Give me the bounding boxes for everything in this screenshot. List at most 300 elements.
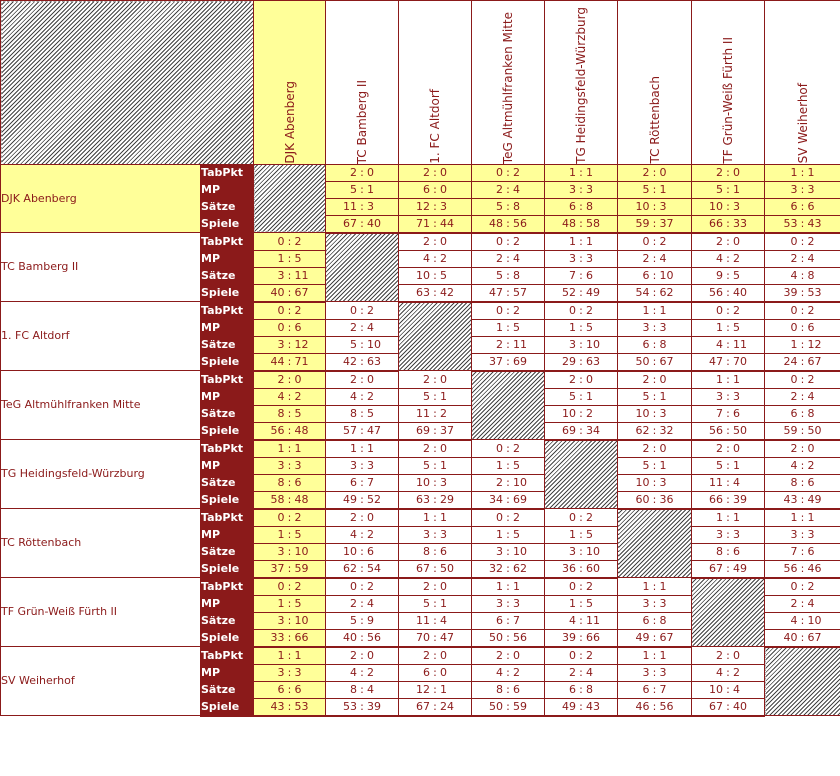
score-cell — [254, 578, 326, 596]
score-separator: : — [360, 527, 364, 541]
score-home: 3 — [790, 182, 798, 196]
score-home: 3 — [350, 458, 357, 472]
score-away: 1 — [733, 510, 740, 524]
score-away: 0 — [440, 372, 447, 386]
score-home: 1 — [642, 648, 650, 662]
score-cell — [765, 612, 840, 629]
score-away: 3 — [807, 527, 815, 541]
column-header-label: TC Röttenbach — [647, 76, 662, 164]
score-away: 4 — [807, 596, 815, 610]
score-away: 52 — [367, 492, 381, 506]
score-separator: : — [360, 648, 364, 662]
score-away: 4 — [513, 251, 520, 265]
score-home: 63 — [416, 285, 430, 299]
score-cell — [254, 422, 326, 440]
stat-label: TabPkt — [201, 302, 254, 320]
score-separator: : — [433, 458, 437, 472]
score-cell — [472, 164, 545, 181]
score-home: 2 — [496, 182, 503, 196]
score-separator: : — [433, 492, 437, 506]
score-cell — [692, 388, 765, 405]
column-header-team — [254, 1, 326, 165]
score-away: 29 — [440, 492, 454, 506]
score-separator: : — [800, 303, 805, 317]
score-home: 0 — [277, 303, 285, 317]
score-home: 2 — [423, 579, 430, 593]
score-separator: : — [287, 389, 292, 403]
score-away: 3 — [659, 596, 667, 610]
score-separator: : — [433, 423, 437, 437]
score-separator: : — [579, 406, 583, 420]
score-home: 5 — [496, 268, 503, 282]
score-away: 6 — [733, 406, 740, 420]
score-cell — [545, 578, 618, 596]
score-separator: : — [579, 389, 583, 403]
score-separator: : — [287, 630, 292, 644]
score-away: 10 — [367, 337, 381, 351]
score-separator: : — [726, 561, 730, 575]
score-separator: : — [579, 630, 583, 644]
score-home: 59 — [783, 423, 798, 437]
score-away: 2 — [367, 389, 374, 403]
score-home: 48 — [489, 216, 503, 230]
score-away: 0 — [733, 234, 740, 248]
score-home: 3 — [277, 665, 285, 679]
stat-label: Spiele — [201, 491, 254, 509]
score-cell — [399, 233, 472, 251]
score-cell — [692, 440, 765, 458]
score-away: 0 — [367, 372, 374, 386]
score-separator: : — [360, 613, 364, 627]
score-away: 6 — [807, 475, 815, 489]
score-away: 47 — [367, 423, 381, 437]
stat-row — [1, 440, 840, 458]
score-cell — [399, 509, 472, 527]
score-away: 3 — [733, 389, 740, 403]
score-away: 37 — [440, 423, 454, 437]
score-away: 2 — [294, 389, 302, 403]
score-cell — [399, 595, 472, 612]
score-away: 1 — [733, 372, 740, 386]
score-home: 8 — [423, 544, 430, 558]
score-home: 0 — [716, 303, 723, 317]
score-away: 67 — [807, 354, 822, 368]
score-home: 5 — [569, 389, 576, 403]
score-separator: : — [506, 199, 510, 213]
score-cell — [472, 319, 545, 336]
score-home: 3 — [716, 389, 723, 403]
column-header-team — [618, 1, 692, 165]
score-separator: : — [287, 458, 292, 472]
score-cell — [326, 560, 399, 578]
score-separator: : — [433, 165, 437, 179]
score-cell — [399, 526, 472, 543]
score-cell — [618, 440, 692, 458]
score-separator: : — [800, 561, 805, 575]
score-away: 7 — [659, 682, 667, 696]
score-separator: : — [287, 544, 292, 558]
score-cell — [618, 371, 692, 389]
score-away: 5 — [586, 527, 593, 541]
score-home: 56 — [270, 423, 285, 437]
score-away: 47 — [440, 630, 454, 644]
score-separator: : — [506, 579, 510, 593]
score-away: 1 — [807, 165, 815, 179]
score-home: 3 — [642, 596, 650, 610]
score-cell — [545, 267, 618, 284]
score-away: 4 — [586, 665, 593, 679]
score-cell — [254, 474, 326, 491]
score-separator: : — [579, 199, 583, 213]
score-cell — [692, 233, 765, 251]
score-away: 48 — [294, 492, 309, 506]
score-cell — [618, 405, 692, 422]
score-away: 10 — [294, 613, 309, 627]
score-home: 0 — [350, 303, 357, 317]
score-separator: : — [433, 199, 437, 213]
score-separator: : — [287, 251, 292, 265]
score-away: 3 — [659, 665, 667, 679]
score-separator: : — [579, 510, 583, 524]
score-home: 4 — [350, 527, 357, 541]
score-away: 49 — [586, 285, 600, 299]
score-separator: : — [360, 665, 364, 679]
score-cell — [765, 457, 840, 474]
score-away: 8 — [659, 613, 667, 627]
score-home: 6 — [569, 682, 576, 696]
row-team-name: TeG Altmühlfranken Mitte — [1, 371, 201, 440]
score-separator: : — [433, 510, 437, 524]
score-separator: : — [287, 320, 292, 334]
score-cell — [692, 198, 765, 215]
score-home: 56 — [709, 285, 723, 299]
score-cell — [472, 612, 545, 629]
score-cell — [765, 267, 840, 284]
score-home: 1 — [716, 320, 723, 334]
score-home: 33 — [270, 630, 285, 644]
score-cell — [254, 405, 326, 422]
score-cell — [765, 353, 840, 371]
score-separator: : — [726, 303, 730, 317]
score-separator: : — [800, 510, 805, 524]
score-separator: : — [800, 337, 805, 351]
score-cell — [692, 215, 765, 233]
score-cell — [545, 215, 618, 233]
score-cell — [399, 491, 472, 509]
score-away: 12 — [294, 337, 309, 351]
score-away: 1 — [367, 441, 374, 455]
corner-hatch — [1, 1, 254, 165]
score-away: 53 — [807, 285, 822, 299]
score-separator: : — [360, 458, 364, 472]
row-team-name: DJK Abenberg — [1, 164, 201, 233]
stat-row — [1, 164, 840, 181]
score-home: 1 — [496, 579, 503, 593]
score-cell — [765, 233, 840, 251]
stat-label: MP — [201, 181, 254, 198]
score-cell — [692, 284, 765, 302]
score-cell — [399, 422, 472, 440]
score-separator: : — [652, 475, 657, 489]
score-home: 5 — [716, 182, 723, 196]
score-away: 6 — [586, 268, 593, 282]
score-cell — [254, 233, 326, 251]
score-cell — [326, 578, 399, 596]
score-separator: : — [579, 527, 583, 541]
score-away: 62 — [659, 285, 674, 299]
score-home: 8 — [790, 475, 798, 489]
score-cell — [618, 595, 692, 612]
score-away: 5 — [294, 596, 302, 610]
score-cell — [545, 526, 618, 543]
score-separator: : — [579, 579, 583, 593]
score-cell — [692, 422, 765, 440]
score-home: 4 — [716, 665, 723, 679]
score-home: 1 — [277, 251, 285, 265]
score-home: 6 — [423, 665, 430, 679]
score-home: 10 — [635, 406, 650, 420]
score-separator: : — [506, 596, 510, 610]
score-away: 57 — [513, 285, 527, 299]
score-away: 5 — [733, 320, 740, 334]
score-cell — [399, 647, 472, 665]
score-home: 4 — [569, 613, 576, 627]
score-cell — [254, 267, 326, 284]
score-home: 6 — [642, 613, 650, 627]
score-home: 10 — [343, 544, 357, 558]
score-cell — [692, 664, 765, 681]
score-separator: : — [652, 665, 657, 679]
score-away: 0 — [733, 648, 740, 662]
score-away: 3 — [367, 199, 374, 213]
score-separator: : — [506, 510, 510, 524]
score-away: 49 — [807, 492, 822, 506]
score-cell — [545, 284, 618, 302]
score-away: 5 — [586, 320, 593, 334]
score-home: 8 — [716, 544, 723, 558]
score-cell — [326, 405, 399, 422]
score-cell — [765, 543, 840, 560]
score-cell — [326, 319, 399, 336]
score-away: 2 — [733, 665, 740, 679]
score-separator: : — [287, 561, 292, 575]
score-cell — [618, 319, 692, 336]
score-away: 6 — [294, 682, 302, 696]
score-home: 4 — [350, 665, 357, 679]
score-home: 0 — [496, 510, 503, 524]
score-separator: : — [652, 182, 657, 196]
stat-row — [1, 302, 840, 320]
score-away: 2 — [807, 372, 815, 386]
score-away: 1 — [659, 303, 667, 317]
score-home: 5 — [716, 458, 723, 472]
score-away: 69 — [513, 492, 527, 506]
score-away: 0 — [367, 165, 374, 179]
score-separator: : — [360, 561, 364, 575]
score-cell — [399, 578, 472, 596]
score-home: 40 — [343, 630, 357, 644]
score-separator: : — [652, 699, 657, 713]
score-separator: : — [652, 579, 657, 593]
score-home: 0 — [642, 234, 650, 248]
score-separator: : — [579, 561, 583, 575]
score-cell — [254, 284, 326, 302]
score-cell — [472, 698, 545, 716]
score-cell — [692, 647, 765, 665]
score-away: 2 — [586, 579, 593, 593]
score-cell — [472, 267, 545, 284]
score-home: 3 — [496, 596, 503, 610]
score-separator: : — [433, 682, 437, 696]
score-home: 1 — [277, 648, 285, 662]
score-away: 1 — [440, 596, 447, 610]
score-away: 0 — [367, 648, 374, 662]
score-away: 2 — [807, 234, 815, 248]
score-separator: : — [726, 389, 730, 403]
score-home: 3 — [569, 337, 576, 351]
score-away: 2 — [807, 579, 815, 593]
score-separator: : — [506, 354, 510, 368]
score-separator: : — [652, 234, 657, 248]
score-away: 67 — [294, 285, 309, 299]
column-header-label: SV Weiherhof — [795, 83, 810, 164]
score-away: 71 — [294, 354, 309, 368]
score-cell — [692, 474, 765, 491]
score-cell — [545, 612, 618, 629]
score-cell — [399, 440, 472, 458]
score-separator: : — [726, 372, 730, 386]
score-cell — [254, 371, 326, 389]
score-separator: : — [360, 337, 364, 351]
column-header-team — [765, 1, 840, 165]
score-away: 3 — [733, 527, 740, 541]
score-away: 5 — [586, 596, 593, 610]
score-separator: : — [726, 320, 730, 334]
score-cell — [326, 698, 399, 716]
score-separator: : — [506, 561, 510, 575]
score-home: 11 — [709, 475, 723, 489]
stat-label: TabPkt — [201, 371, 254, 389]
score-away: 0 — [659, 372, 667, 386]
score-home: 1 — [496, 320, 503, 334]
score-separator: : — [360, 354, 364, 368]
score-away: 50 — [440, 561, 454, 575]
score-separator: : — [800, 492, 805, 506]
score-separator: : — [800, 182, 805, 196]
score-cell — [545, 509, 618, 527]
score-away: 5 — [733, 268, 740, 282]
score-away: 24 — [440, 699, 454, 713]
score-home: 3 — [496, 544, 503, 558]
score-home: 1 — [790, 510, 798, 524]
score-cell — [765, 491, 840, 509]
score-home: 6 — [569, 199, 576, 213]
score-home: 5 — [642, 182, 650, 196]
score-separator: : — [800, 423, 805, 437]
score-home: 2 — [790, 251, 798, 265]
score-cell — [545, 422, 618, 440]
score-away: 4 — [733, 682, 740, 696]
score-away: 2 — [294, 510, 302, 524]
score-home: 2 — [569, 665, 576, 679]
score-home: 3 — [790, 527, 798, 541]
score-separator: : — [652, 648, 657, 662]
score-separator: : — [360, 596, 364, 610]
score-home: 49 — [635, 630, 650, 644]
score-away: 32 — [659, 423, 674, 437]
score-cell — [399, 560, 472, 578]
stat-row — [1, 233, 840, 251]
score-away: 2 — [586, 510, 593, 524]
score-cell — [765, 336, 840, 353]
score-home: 7 — [790, 544, 798, 558]
stat-label: Spiele — [201, 422, 254, 440]
score-home: 4 — [790, 458, 798, 472]
score-separator: : — [800, 165, 805, 179]
score-cell — [472, 629, 545, 647]
score-home: 6 — [350, 475, 357, 489]
score-separator: : — [800, 285, 805, 299]
score-away: 2 — [807, 458, 815, 472]
score-away: 6 — [513, 682, 520, 696]
score-away: 9 — [367, 613, 374, 627]
score-separator: : — [433, 630, 437, 644]
score-away: 36 — [659, 492, 674, 506]
score-cell — [472, 250, 545, 267]
score-cell — [618, 681, 692, 698]
score-cell — [618, 629, 692, 647]
score-separator: : — [726, 458, 730, 472]
score-separator: : — [506, 613, 510, 627]
score-away: 1 — [659, 648, 667, 662]
score-separator: : — [506, 165, 510, 179]
score-separator: : — [433, 372, 437, 386]
score-home: 2 — [496, 337, 503, 351]
score-away: 37 — [659, 216, 674, 230]
score-away: 10 — [294, 544, 309, 558]
score-away: 56 — [367, 630, 381, 644]
score-home: 6 — [790, 406, 798, 420]
score-cell — [472, 474, 545, 491]
score-home: 8 — [350, 406, 357, 420]
score-separator: : — [287, 441, 292, 455]
score-home: 3 — [642, 665, 650, 679]
score-separator: : — [287, 285, 292, 299]
score-home: 67 — [416, 699, 430, 713]
score-separator: : — [800, 579, 805, 593]
score-separator: : — [287, 372, 292, 386]
score-separator: : — [579, 285, 583, 299]
score-away: 4 — [807, 389, 815, 403]
score-cell — [618, 250, 692, 267]
score-separator: : — [287, 475, 292, 489]
score-home: 0 — [790, 320, 798, 334]
score-cell — [692, 681, 765, 698]
score-away: 0 — [294, 372, 302, 386]
stat-label: Sätze — [201, 267, 254, 284]
score-separator: : — [506, 527, 510, 541]
score-away: 70 — [733, 354, 747, 368]
score-home: 6 — [423, 182, 430, 196]
score-home: 60 — [635, 492, 650, 506]
score-cell — [545, 629, 618, 647]
score-home: 0 — [790, 303, 798, 317]
score-cell — [399, 267, 472, 284]
stat-label: Sätze — [201, 543, 254, 560]
score-cell — [399, 612, 472, 629]
score-home: 3 — [569, 544, 576, 558]
score-cell — [545, 164, 618, 181]
